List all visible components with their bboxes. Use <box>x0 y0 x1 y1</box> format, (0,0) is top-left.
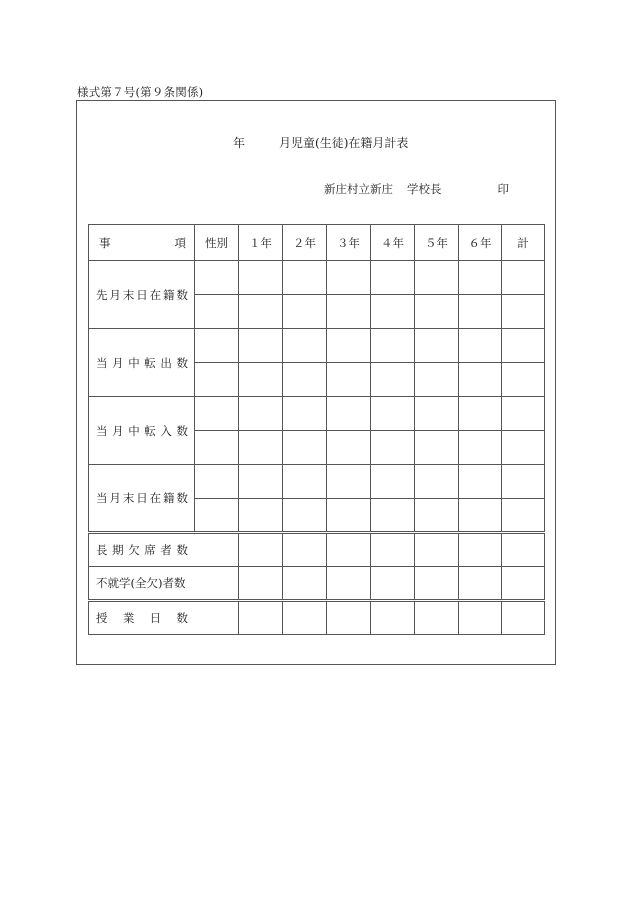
table-cell[interactable] <box>415 261 459 295</box>
table-cell[interactable] <box>239 567 283 601</box>
table-cell[interactable] <box>283 533 327 567</box>
table-cell[interactable] <box>195 261 239 295</box>
table-cell[interactable] <box>415 567 459 601</box>
row-label-non-attendance: 不就学(全欠)者数 <box>89 567 239 601</box>
table-cell[interactable] <box>239 295 283 329</box>
table-cell[interactable] <box>371 261 415 295</box>
table-cell[interactable] <box>239 261 283 295</box>
table-row <box>89 533 545 567</box>
table-cell[interactable] <box>283 261 327 295</box>
table-cell[interactable] <box>415 397 459 431</box>
row-label-school-days: 授 業 日 数 <box>89 601 239 635</box>
table-cell[interactable] <box>459 499 502 533</box>
header-gender: 性別 <box>195 225 239 261</box>
table-cell[interactable] <box>415 465 459 499</box>
table-cell[interactable] <box>502 567 545 601</box>
school-name: 新庄村立新庄 <box>324 182 393 196</box>
table-row <box>89 567 545 601</box>
table-row <box>89 329 545 363</box>
table-cell[interactable] <box>239 499 283 533</box>
table-cell[interactable] <box>283 363 327 397</box>
table-cell[interactable] <box>415 329 459 363</box>
table-cell[interactable] <box>327 261 371 295</box>
table-cell[interactable] <box>502 431 545 465</box>
row-label-curr-month-end: 当 月 末 日 在 籍 数 <box>89 465 195 533</box>
table-cell[interactable] <box>195 499 239 533</box>
table-cell[interactable] <box>239 465 283 499</box>
header-grade-1: １年 <box>239 225 283 261</box>
table-cell[interactable] <box>459 329 502 363</box>
row-label-long-absence: 長 期 欠 席 者 数 <box>89 533 239 567</box>
header-item: 事 項 <box>89 225 195 261</box>
table-cell[interactable] <box>415 533 459 567</box>
table-cell[interactable] <box>239 363 283 397</box>
header-grade-4: ４年 <box>371 225 415 261</box>
title-year-char: 年 <box>233 136 246 150</box>
table-cell[interactable] <box>195 363 239 397</box>
table-cell[interactable] <box>327 601 371 635</box>
table-cell[interactable] <box>283 567 327 601</box>
table-cell[interactable] <box>239 431 283 465</box>
table-cell[interactable] <box>371 397 415 431</box>
title-main: 月児童(生徒)在籍月計表 <box>279 136 409 150</box>
header-grade-3: ３年 <box>327 225 371 261</box>
table-cell[interactable] <box>502 601 545 635</box>
table-cell[interactable] <box>283 465 327 499</box>
header-grade-6: ６年 <box>459 225 502 261</box>
table-cell[interactable] <box>195 431 239 465</box>
table-cell[interactable] <box>283 295 327 329</box>
table-row <box>89 465 545 499</box>
table-cell[interactable] <box>327 533 371 567</box>
table-cell[interactable] <box>371 567 415 601</box>
table-cell[interactable] <box>283 329 327 363</box>
row-label-prev-month-end: 先 月 末 日 在 籍 数 <box>89 261 195 329</box>
table-cell[interactable] <box>283 499 327 533</box>
table-cell[interactable] <box>283 397 327 431</box>
form-number-label: 様式第７号(第９条関係) <box>77 85 204 99</box>
table-cell[interactable] <box>502 499 545 533</box>
table-cell[interactable] <box>327 397 371 431</box>
table-cell[interactable] <box>371 329 415 363</box>
header-grade-5: ５年 <box>415 225 459 261</box>
table-cell[interactable] <box>502 397 545 431</box>
table-cell[interactable] <box>327 295 371 329</box>
enrollment-table <box>88 224 545 635</box>
table-cell[interactable] <box>239 397 283 431</box>
table-cell[interactable] <box>327 465 371 499</box>
table-cell[interactable] <box>371 465 415 499</box>
table-cell[interactable] <box>239 533 283 567</box>
seal-mark: 印 <box>497 182 509 196</box>
table-cell[interactable] <box>415 499 459 533</box>
table-cell[interactable] <box>239 329 283 363</box>
table-cell[interactable] <box>502 261 545 295</box>
header-row <box>89 225 545 261</box>
table-cell[interactable] <box>459 397 502 431</box>
table-cell[interactable] <box>371 295 415 329</box>
table-cell[interactable] <box>195 397 239 431</box>
table-row <box>89 261 545 295</box>
table-cell[interactable] <box>195 329 239 363</box>
table-cell[interactable] <box>502 329 545 363</box>
table-cell[interactable] <box>502 533 545 567</box>
table-cell[interactable] <box>283 601 327 635</box>
header-grade-2: ２年 <box>283 225 327 261</box>
table-cell[interactable] <box>459 465 502 499</box>
table-cell[interactable] <box>239 601 283 635</box>
table-cell[interactable] <box>195 295 239 329</box>
table-cell[interactable] <box>502 363 545 397</box>
table-cell[interactable] <box>371 499 415 533</box>
header-total: 計 <box>502 225 545 261</box>
table-cell[interactable] <box>459 431 502 465</box>
table-row <box>89 601 545 635</box>
table-cell[interactable] <box>459 363 502 397</box>
table-cell[interactable] <box>283 431 327 465</box>
table-cell[interactable] <box>327 567 371 601</box>
table-cell[interactable] <box>415 601 459 635</box>
row-label-transfer-in: 当 月 中 転 入 数 <box>89 397 195 465</box>
row-label-transfer-out: 当 月 中 転 出 数 <box>89 329 195 397</box>
table-cell[interactable] <box>459 295 502 329</box>
form-title <box>233 134 408 151</box>
table-cell[interactable] <box>459 261 502 295</box>
table-cell[interactable] <box>195 465 239 499</box>
table-cell[interactable] <box>327 363 371 397</box>
table-cell[interactable] <box>371 363 415 397</box>
table-cell[interactable] <box>415 295 459 329</box>
table-cell[interactable] <box>459 533 502 567</box>
table-cell[interactable] <box>459 567 502 601</box>
table-cell[interactable] <box>371 431 415 465</box>
table-cell[interactable] <box>327 499 371 533</box>
table-cell[interactable] <box>327 431 371 465</box>
table-cell[interactable] <box>459 601 502 635</box>
table-cell[interactable] <box>502 465 545 499</box>
table-row <box>89 397 545 431</box>
principal-signature-line <box>324 181 509 197</box>
table-cell[interactable] <box>371 533 415 567</box>
table-cell[interactable] <box>327 329 371 363</box>
table-cell[interactable] <box>415 431 459 465</box>
table-cell[interactable] <box>415 363 459 397</box>
principal-role: 学校長 <box>407 182 442 196</box>
table-cell[interactable] <box>371 601 415 635</box>
table-cell[interactable] <box>502 295 545 329</box>
